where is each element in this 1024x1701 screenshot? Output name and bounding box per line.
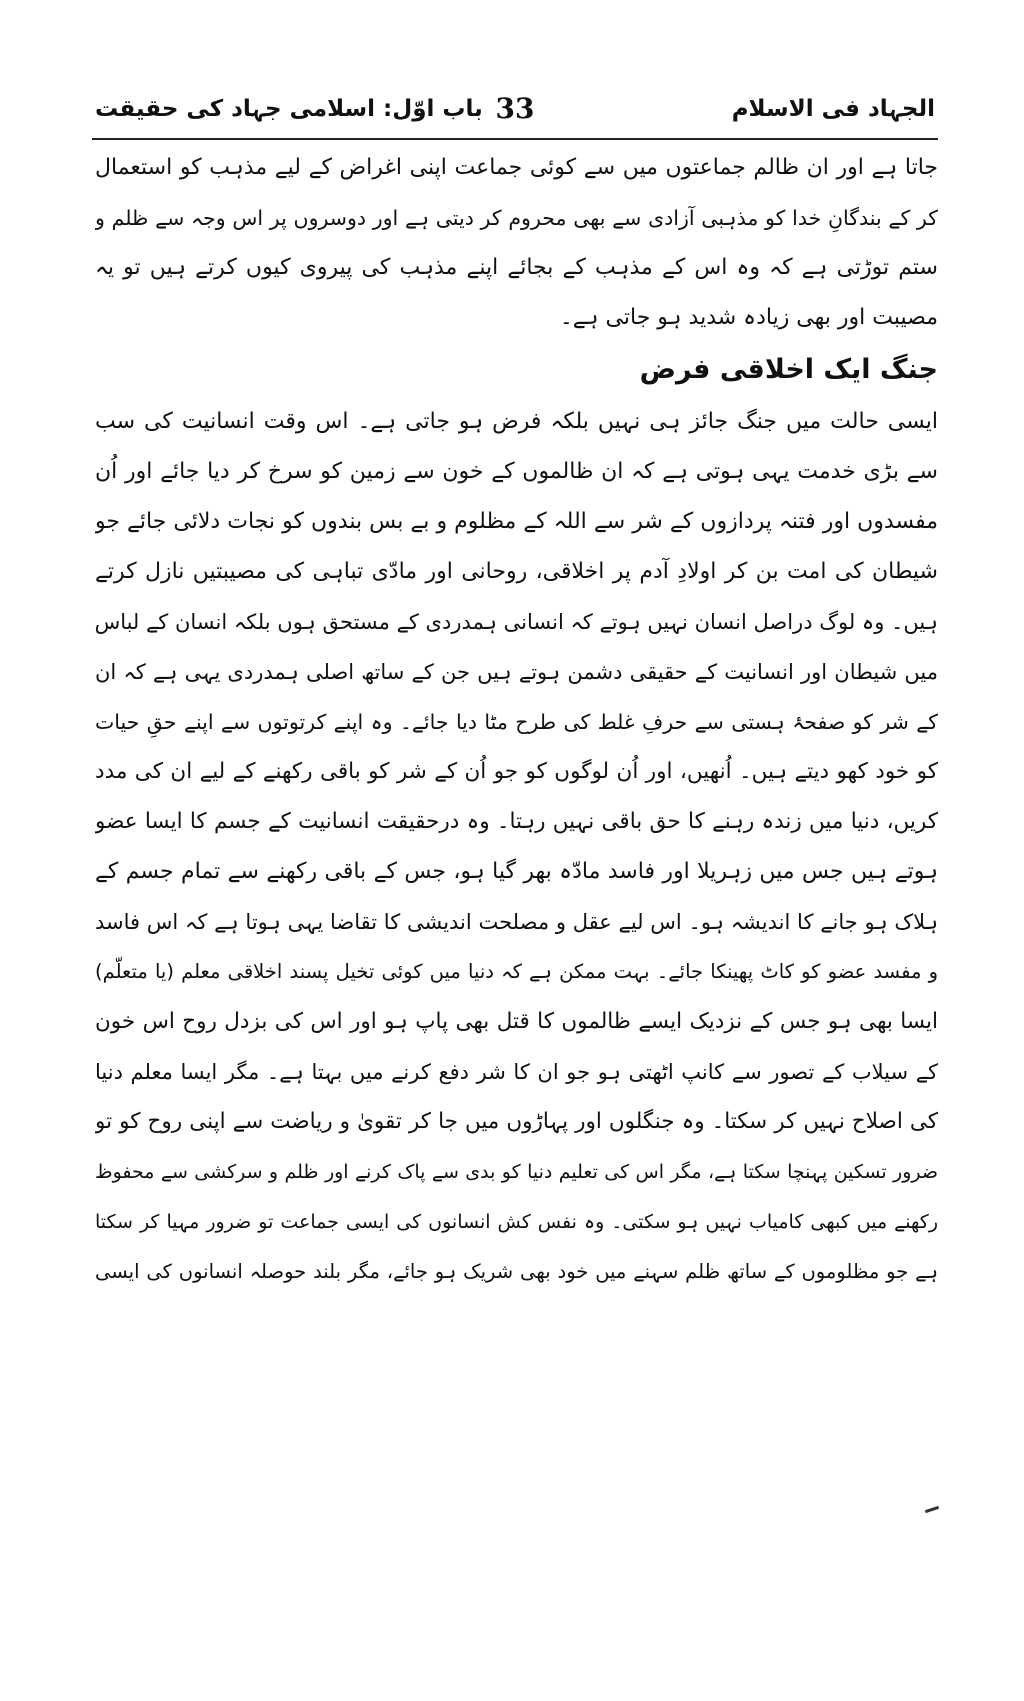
text-line: و مفسد عضو کو کاٹ پھینکا جائے۔ بہت ممکن ہے کہ دنیا میں کوئی تخیل پسند اخلاقی معلم (یا متعلّم) bbox=[95, 960, 938, 983]
text-line: کر کے بندگانِ خدا کو مذہبی آزادی سے بھی محروم کر دیتی ہے اور دوسروں پر اس وجہ سے ظلم و bbox=[95, 206, 938, 230]
stray-print-mark bbox=[925, 1506, 939, 1513]
text-line: ایسی حالت میں جنگ جائز ہی نہیں بلکہ فرض ہو جاتی ہے۔ اس وقت انسانیت کی سب bbox=[95, 409, 938, 434]
section-heading: جنگ ایک اخلاقی فرض bbox=[639, 354, 938, 385]
book-title: الجہاد فی الاسلام bbox=[731, 96, 935, 122]
text-line: کریں، دنیا میں زندہ رہنے کا حق باقی نہیں رہتا۔ وہ درحقیقت انسانیت کے جسم کا ایسا عضو bbox=[95, 809, 938, 834]
text-line: ہیں۔ وہ لوگ دراصل انسان نہیں ہوتے کہ انسانی ہمدردی کے مستحق ہوں بلکہ انسان کے لباس bbox=[95, 610, 938, 634]
page-number: 33 bbox=[495, 92, 535, 125]
text-line: جاتا ہے اور ان ظالم جماعتوں میں سے کوئی جماعت اپنی اغراض کے لیے مذہب کو استعمال bbox=[95, 155, 938, 180]
text-line: میں شیطان اور انسانیت کے حقیقی دشمن ہوتے ہیں جن کے ساتھ اصلی ہمدردی یہی ہے کہ ان bbox=[95, 660, 938, 684]
text-line: ستم توڑتی ہے کہ وہ اس کے مذہب کے بجائے اپنے مذہب کی پیروی کیوں کرتے ہیں تو یہ bbox=[95, 255, 938, 280]
text-line: شیطان کی امت بن کر اولادِ آدم پر اخلاقی، روحانی اور مادّی تباہی کی مصیبتیں نازل کرتے bbox=[95, 559, 938, 584]
page-body bbox=[95, 143, 938, 1297]
text-line: ہے جو مظلوموں کے ساتھ ظلم سہنے میں خود بھی شریک ہو جائے، مگر بلند حوصلہ انسانوں کی ایسی bbox=[95, 1260, 938, 1283]
text-line: ایسا بھی ہو جس کے نزدیک ایسے ظالموں کا قتل بھی پاپ ہو اور اس کی بزدل روح اس خون bbox=[95, 1009, 938, 1034]
text-line: مفسدوں اور فتنہ پردازوں کے شر سے اللہ کے مظلوم و بے بس بندوں کو نجات دلائی جائے جو bbox=[95, 509, 938, 534]
page-header bbox=[95, 92, 935, 136]
text-line: سے بڑی خدمت یہی ہوتی ہے کہ ان ظالموں کے خون سے زمین کو سرخ کر دیا جائے اور اُن bbox=[95, 459, 938, 484]
paragraph-1 bbox=[95, 143, 938, 343]
text-line: کو خود کھو دیتے ہیں۔ اُنھیں، اور اُن لوگوں کو جو اُن کے شر کو باقی رکھنے کے لیے ان کی مدد bbox=[95, 759, 938, 784]
text-line: ضرور تسکین پہنچا سکتا ہے، مگر اس کی تعلیم دنیا کو بدی سے پاک کرنے اور ظلم و سرکشی سے محفوظ bbox=[95, 1161, 938, 1183]
chapter-title: باب اوّل: اسلامی جہاد کی حقیقت bbox=[95, 96, 483, 122]
text-line: کی اصلاح نہیں کر سکتا۔ وہ جنگلوں اور پہاڑوں میں جا کر تقویٰ و ریاضت سے اپنی روح کو تو bbox=[95, 1109, 938, 1134]
text-line: مصیبت اور بھی زیادہ شدید ہو جاتی ہے۔ bbox=[559, 305, 938, 330]
paragraph-2 bbox=[95, 397, 938, 1297]
text-line: ہلاک ہو جانے کا اندیشہ ہو۔ اس لیے عقل و مصلحت اندیشی کا تقاضا یہی ہوتا ہے کہ اس فاسد bbox=[95, 910, 938, 934]
text-line: ہوتے ہیں جس میں زہریلا اور فاسد مادّہ بھر گیا ہو، جس کے باقی رکھنے سے تمام جسم کے bbox=[95, 859, 938, 884]
text-line: کے شر کو صفحۂ ہستی سے حرفِ غلط کی طرح مٹا دیا جائے۔ وہ اپنے کرتوتوں سے اپنے حقِ حیات bbox=[95, 710, 938, 734]
text-line: کے سیلاب کے تصور سے کانپ اٹھتی ہو جو ان کا شر دفع کرنے میں بہتا ہے۔ مگر ایسا معلم دنیا bbox=[95, 1060, 938, 1084]
text-line: رکھنے میں کبھی کامیاب نہیں ہو سکتی۔ وہ نفس کش انسانوں کی ایسی جماعت تو ضرور مہیا کر سکتا bbox=[95, 1211, 938, 1233]
header-rule bbox=[92, 138, 938, 140]
